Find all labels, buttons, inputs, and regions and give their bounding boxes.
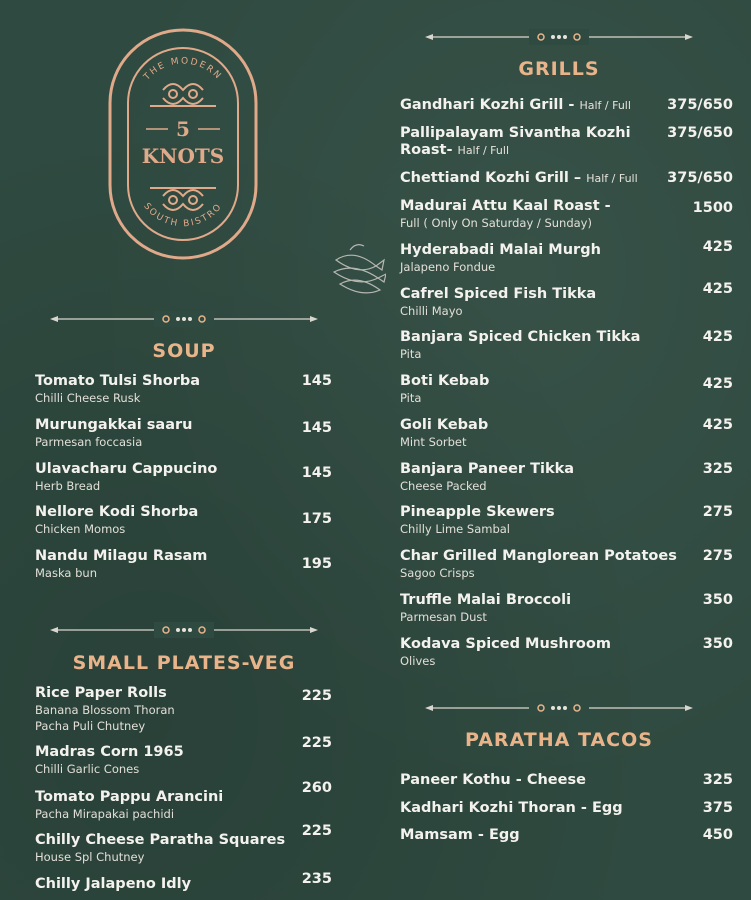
item-price: 175: [301, 511, 332, 527]
item-price: 450: [702, 827, 733, 843]
item-desc: Chicken Momos: [35, 522, 126, 536]
menu-item: [35, 735, 332, 777]
item-price: 145: [301, 373, 332, 389]
item-name: Truffle Malai Broccoli: [400, 592, 572, 608]
menu-item: [400, 636, 733, 669]
item-price: 275: [702, 548, 733, 564]
menu-item: [400, 125, 733, 159]
item-price: 145: [301, 465, 332, 481]
item-name-text: Roast-: [400, 142, 458, 158]
menu-item: [400, 281, 733, 319]
item-name: Ulavacharu Cappucino: [35, 461, 218, 477]
item-name: Boti Kebab: [400, 373, 490, 389]
item-price: 425: [702, 417, 733, 433]
item-name: Nellore Kodi Shorba: [35, 504, 199, 520]
item-price: 225: [301, 735, 332, 751]
logo-number: 5: [176, 117, 190, 141]
item-tag: Half / Full: [586, 172, 638, 185]
section-divider: [50, 311, 318, 327]
item-desc: Parmesan Dust: [400, 610, 487, 624]
item-name: Pallipalayam Sivantha Kozhi: [400, 125, 631, 141]
menu-item: [35, 461, 332, 494]
item-name: Pineapple Skewers: [400, 504, 555, 520]
section-divider: [425, 29, 693, 45]
item-desc: Sagoo Crisps: [400, 566, 475, 580]
item-price: 1500: [692, 200, 733, 216]
item-price: 225: [301, 688, 332, 704]
item-price: 235: [301, 871, 332, 887]
menu-item: [400, 548, 733, 581]
item-desc: Banana Blossom Thoran: [35, 703, 175, 717]
item-name: Tomato Tulsi Shorba: [35, 373, 201, 389]
item-desc: Mint Sorbet: [400, 435, 467, 449]
item-price: 350: [702, 592, 733, 608]
menu-item: [400, 97, 733, 114]
section-divider: [425, 700, 693, 716]
menu-item: [400, 800, 733, 817]
item-desc: Chilli Mayo: [400, 304, 463, 318]
item-desc-2: Pacha Puli Chutney: [35, 719, 146, 733]
section-title-soup: SOUP: [152, 340, 216, 362]
section-title-grills: GRILLS: [518, 58, 600, 80]
item-name: Cafrel Spiced Fish Tikka: [400, 286, 597, 302]
svg-text:THE MODERN: THE MODERN: [142, 56, 224, 83]
section-divider: [50, 622, 318, 638]
menu-item: [35, 417, 332, 450]
item-name: Hyderabadi Malai Murgh: [400, 242, 601, 258]
item-price: 375/650: [667, 125, 733, 141]
menu-item: [400, 239, 733, 275]
menu-item: [400, 170, 733, 187]
logo-word: KNOTS: [141, 144, 225, 168]
menu-item: [35, 373, 332, 406]
section-title-small-plates: SMALL PLATES-VEG: [72, 652, 296, 674]
item-name: Chilly Cheese Paratha Squares: [35, 832, 286, 848]
menu-item: [35, 871, 332, 893]
item-name-text: Chettiand Kozhi Grill –: [400, 170, 587, 186]
item-name: Chilly Jalapeno Idly: [35, 876, 192, 892]
item-price: 425: [702, 281, 733, 297]
menu-item: [35, 823, 332, 865]
five-knots-logo: [108, 28, 258, 260]
menu-item: [35, 780, 332, 822]
item-name: Madurai Attu Kaal Roast -: [400, 198, 611, 214]
item-desc: Pita: [400, 391, 422, 405]
item-desc: Herb Bread: [35, 479, 101, 493]
item-desc: Pacha Mirapakai pachidi: [35, 807, 175, 821]
item-desc: Chilli Garlic Cones: [35, 762, 140, 776]
item-desc: Chilli Cheese Rusk: [35, 391, 141, 405]
menu-item: [400, 417, 733, 450]
item-desc: Maska bun: [35, 566, 97, 580]
item-price: 425: [702, 329, 733, 345]
item-name-2: [400, 142, 733, 159]
item-price: 260: [301, 780, 332, 796]
svg-text:SOUTH BISTRO: SOUTH BISTRO: [141, 201, 225, 230]
item-tag: Half / Full: [579, 99, 631, 112]
item-name: Char Grilled Manglorean Potatoes: [400, 548, 677, 564]
item-price: 350: [702, 636, 733, 652]
menu-item: [400, 198, 733, 231]
menu-item: [400, 772, 733, 789]
item-name: Madras Corn 1965: [35, 744, 184, 760]
menu-item: [400, 827, 733, 844]
item-name: Banjara Spiced Chicken Tikka: [400, 329, 641, 345]
item-price: 375: [702, 800, 733, 816]
item-name: Murungakkai saaru: [35, 417, 193, 433]
item-price: 275: [702, 504, 733, 520]
menu-item: [400, 461, 733, 494]
menu-item: [35, 504, 332, 537]
item-desc: Parmesan foccasia: [35, 435, 143, 449]
menu-item: [400, 373, 733, 406]
item-name: Tomato Pappu Arancini: [35, 789, 224, 805]
item-name: Kodava Spiced Mushroom: [400, 636, 611, 652]
item-name: Kadhari Kozhi Thoran - Egg: [400, 800, 623, 816]
item-desc: House Spl Chutney: [35, 850, 145, 864]
item-desc: Chilly Lime Sambal: [400, 522, 510, 536]
fish-illustration: [330, 240, 386, 298]
item-name: Mamsam - Egg: [400, 827, 520, 843]
item-price: 325: [702, 772, 733, 788]
item-name-text: Gandhari Kozhi Grill -: [400, 97, 580, 113]
item-desc: Full ( Only On Saturday / Sunday): [400, 216, 592, 230]
item-price: 425: [702, 239, 733, 255]
item-price: 375/650: [667, 170, 733, 186]
item-price: 145: [301, 420, 332, 436]
item-name: Paneer Kothu - Cheese: [400, 772, 586, 788]
item-price: 325: [702, 461, 733, 477]
item-price: 375/650: [667, 97, 733, 113]
item-name: Rice Paper Rolls: [35, 685, 167, 701]
section-title-paratha-tacos: PARATHA TACOS: [465, 729, 653, 751]
menu-item: [35, 548, 332, 581]
item-desc: Pita: [400, 347, 422, 361]
menu-item: [400, 504, 733, 537]
item-price: 225: [301, 823, 332, 839]
item-desc: Olives: [400, 654, 436, 668]
item-name: Banjara Paneer Tikka: [400, 461, 575, 477]
menu-item: [400, 592, 733, 625]
item-tag: Half / Full: [457, 144, 509, 157]
item-desc: Cheese Packed: [400, 479, 487, 493]
item-desc: Jalapeno Fondue: [400, 260, 496, 274]
menu-item: [400, 329, 733, 362]
item-price: 425: [702, 376, 733, 392]
menu-item: [35, 685, 332, 734]
item-name: Nandu Milagu Rasam: [35, 548, 208, 564]
item-name: Goli Kebab: [400, 417, 489, 433]
item-price: 195: [301, 556, 332, 572]
